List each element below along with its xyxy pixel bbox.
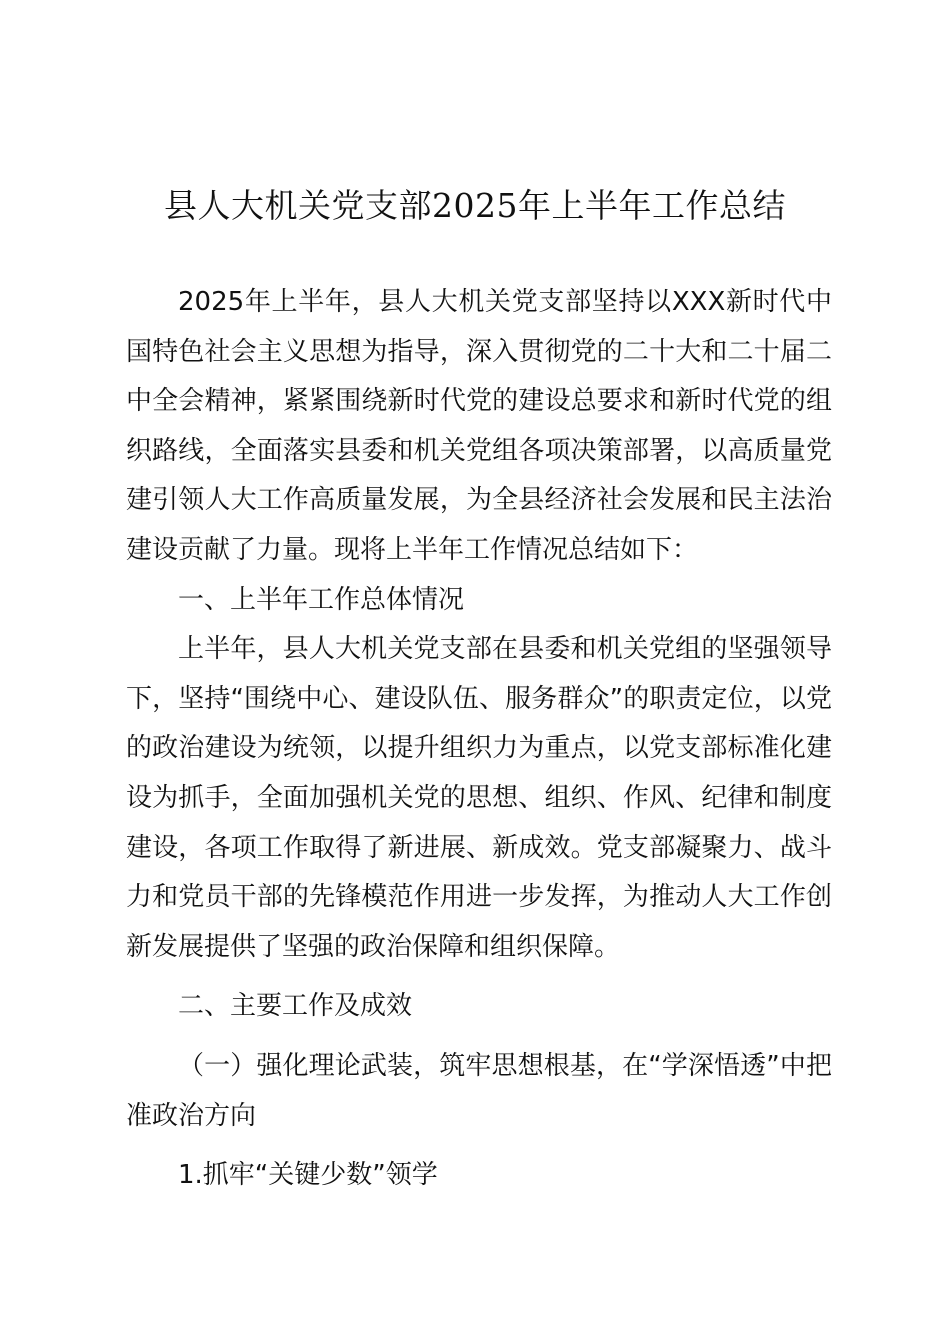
item-1-heading: 1.抓牢“关键少数”领学: [178, 1160, 438, 1191]
section-1-heading: 一、上半年工作总体情况: [178, 584, 465, 615]
document-title: 县人大机关党支部2025年上半年工作总结: [164, 186, 786, 225]
subsection-1-heading: （一）强化理论武装，筑牢思想根基，在“学深悟透”中把准政治方向: [126, 1050, 832, 1131]
intro-paragraph: 2025年上半年，县人大机关党支部坚持以XXX新时代中国特色社会主义思想为指导，深入贯彻党的二十大和二十届二中全会精神，紧紧围绕新时代党的建设总要求和新时代党的组织路线，全面落实县委和机关党组各项决策部署，以高质量党建引领人大工作高质量发展，为全县经济社会发展和民主法治建设贡献了力量。现将上半年工作情况总结如下：: [126, 287, 832, 565]
section-2-heading: 二、主要工作及成效: [178, 991, 413, 1022]
section-1-paragraph: 上半年，县人大机关党支部在县委和机关党组的坚强领导下，坚持“围绕中心、建设队伍、服务群众”的职责定位，以党的政治建设为统领，以提升组织力为重点，以党支部标准化建设为抓手，全面加强机关党的思想、组织、作风、纪律和制度建设，各项工作取得了新进展、新成效。党支部凝聚力、战斗力和党员干部的先锋模范作用进一步发挥，为推动人大工作创新发展提供了坚强的政治保障和组织保障。: [126, 634, 832, 962]
document-body: [126, 278, 832, 1201]
